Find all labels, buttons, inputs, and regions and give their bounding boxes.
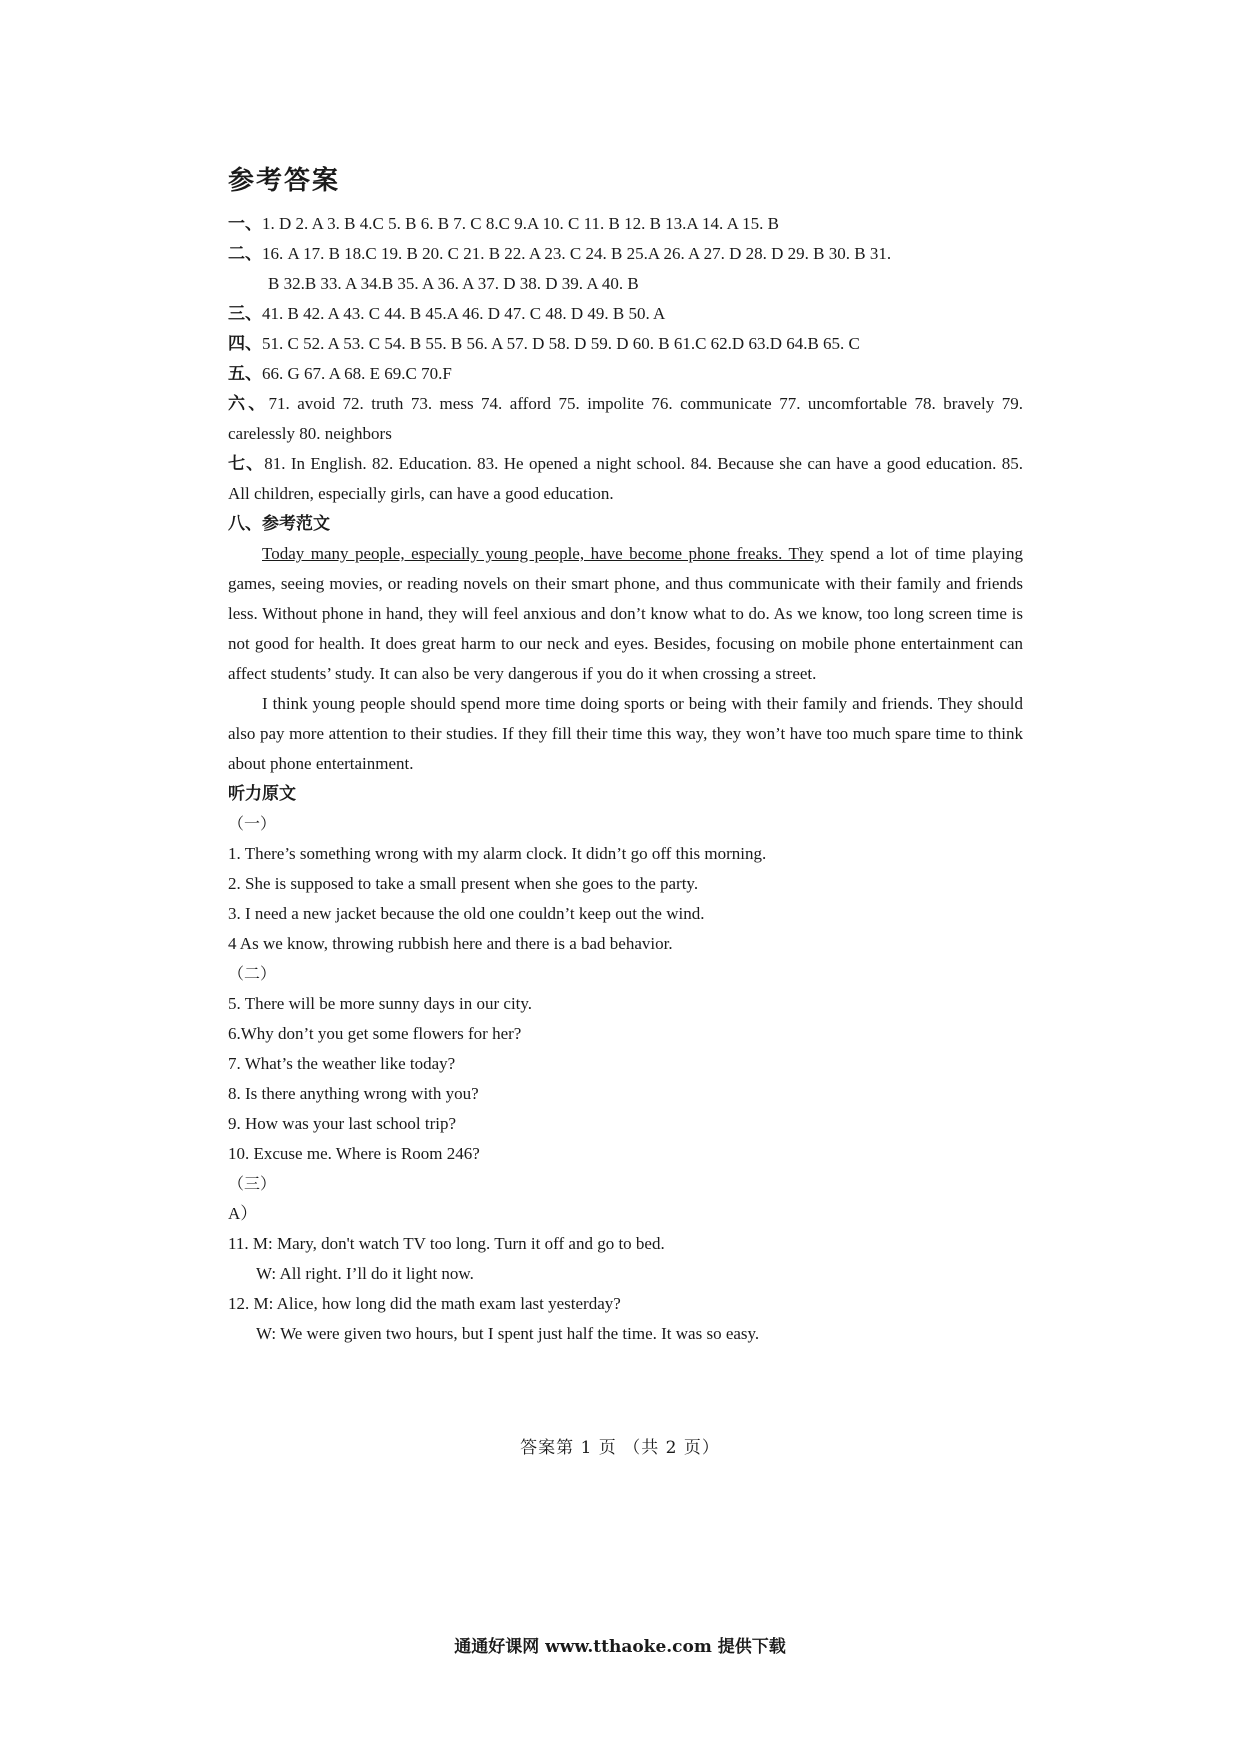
list-item: 6.Why don’t you get some flowers for her? (228, 1024, 522, 1043)
essay-paragraph-1 (228, 539, 1023, 689)
dialog-question: 12. M: Alice, how long did the math exam last yesterday? (228, 1294, 621, 1313)
answer-section-1 (228, 209, 1023, 239)
answer-text: 41. B 42. A 43. C 44. B 45.A 46. D 47. C 48. D 49. B 50. A (262, 304, 666, 323)
dialog-answer: W: All right. I’ll do it light now. (256, 1264, 474, 1283)
answer-text-continued: B 32.B 33. A 34.B 35. A 36. A 37. D 38. D 39. A 40. B (268, 274, 639, 293)
answer-section-5 (228, 359, 1023, 389)
listening-heading: 听力原文 (228, 784, 296, 804)
essay-text: spend a lot of time playing games, seeing movies, or reading novels on their smart phone, and thus communicate with their family and friends less. Without phone in hand, they will feel anxious and don’t know what to do. As we know, too long screen time is not good for health. It does great harm to our neck and eyes. Besides, focusing on mobile phone entertainment can affect students’ study. It can also be very dangerous if you do it when crossing a street. (228, 544, 1023, 683)
dialog-question: 11. M: Mary, don't watch TV too long. Turn it off and go to bed. (228, 1234, 665, 1253)
page-title: 参考答案 (228, 166, 341, 196)
section-label: 二、 (228, 244, 262, 264)
list-item: 5. There will be more sunny days in our city. (228, 994, 533, 1013)
list-item: 10. Excuse me. Where is Room 246? (228, 1144, 480, 1163)
section-label: 一、 (228, 214, 262, 234)
section-label: 七、 (228, 454, 265, 474)
answer-text: 71. avoid 72. truth 73. mess 74. afford 75. impolite 76. communicate 77. uncomfortable 78. bravely 79. carelessly 80. neighbors (228, 394, 1024, 443)
answer-text: 81. In English. 82. Education. 83. He opened a night school. 84. Because she can have a good education. 85. All children, especially girls, can have a good education. (228, 454, 1023, 503)
download-watermark: 通通好课网 www.tthaoke.com 提供下载 (454, 1637, 786, 1657)
answer-section-4 (228, 329, 1023, 359)
list-item: 8. Is there anything wrong with you? (228, 1084, 479, 1103)
listening-part-1 (228, 809, 1023, 959)
dialog-answer: W: We were given two hours, but I spent just half the time. It was so easy. (256, 1324, 760, 1343)
list-item: 1. There’s something wrong with my alarm clock. It didn’t go off this morning. (228, 844, 767, 863)
part-label: （三） (228, 1174, 277, 1193)
list-item: 4 As we know, throwing rubbish here and there is a bad behavior. (228, 934, 673, 953)
list-item: 3. I need a new jacket because the old one couldn’t keep out the wind. (228, 904, 705, 923)
sub-label: A） (228, 1204, 258, 1223)
listening-part-2 (228, 959, 1023, 1169)
answer-text: 16. A 17. B 18.C 19. B 20. C 21. B 22. A 23. C 24. B 25.A 26. A 27. D 28. D 29. B 30. B 31. (262, 244, 892, 263)
answer-section-7 (228, 449, 1023, 509)
section-label: 三、 (228, 304, 262, 324)
content (228, 160, 1023, 1349)
section-label: 四、 (228, 334, 262, 354)
part-label: （二） (228, 964, 277, 983)
list-item: 7. What’s the weather like today? (228, 1054, 456, 1073)
part-label: （一） (228, 814, 277, 833)
list-item: 2. She is supposed to take a small present when she goes to the party. (228, 874, 699, 893)
answer-text: 66. G 67. A 68. E 69.C 70.F (262, 364, 452, 383)
essay-paragraph-2: I think young people should spend more time doing sports or being with their family and friends. They should also pay more attention to their studies. If they fill their time this way, they won’t have too much spare time to think about phone entertainment. (228, 694, 1023, 773)
section-label: 五、 (228, 364, 262, 384)
answer-section-3 (228, 299, 1023, 329)
essay-heading: 八、参考范文 (228, 514, 330, 534)
answer-text: 51. C 52. A 53. C 54. B 55. B 56. A 57. D 58. D 59. D 60. B 61.C 62.D 63.D 64.B 65. C (262, 334, 860, 353)
answer-section-2 (228, 239, 1023, 299)
essay-underlined-text: Today many people, especially young people, have become phone freaks. They (262, 544, 824, 563)
listening-part-3 (228, 1169, 1023, 1349)
answer-text: 1. D 2. A 3. B 4.C 5. B 6. B 7. C 8.C 9.A 10. C 11. B 12. B 13.A 14. A 15. B (262, 214, 780, 233)
page-footer: 答案第 1 页 （共 2 页） (520, 1438, 720, 1458)
list-item: 9. How was your last school trip? (228, 1114, 457, 1133)
section-label: 六、 (228, 394, 269, 414)
answer-section-6 (228, 389, 1023, 449)
